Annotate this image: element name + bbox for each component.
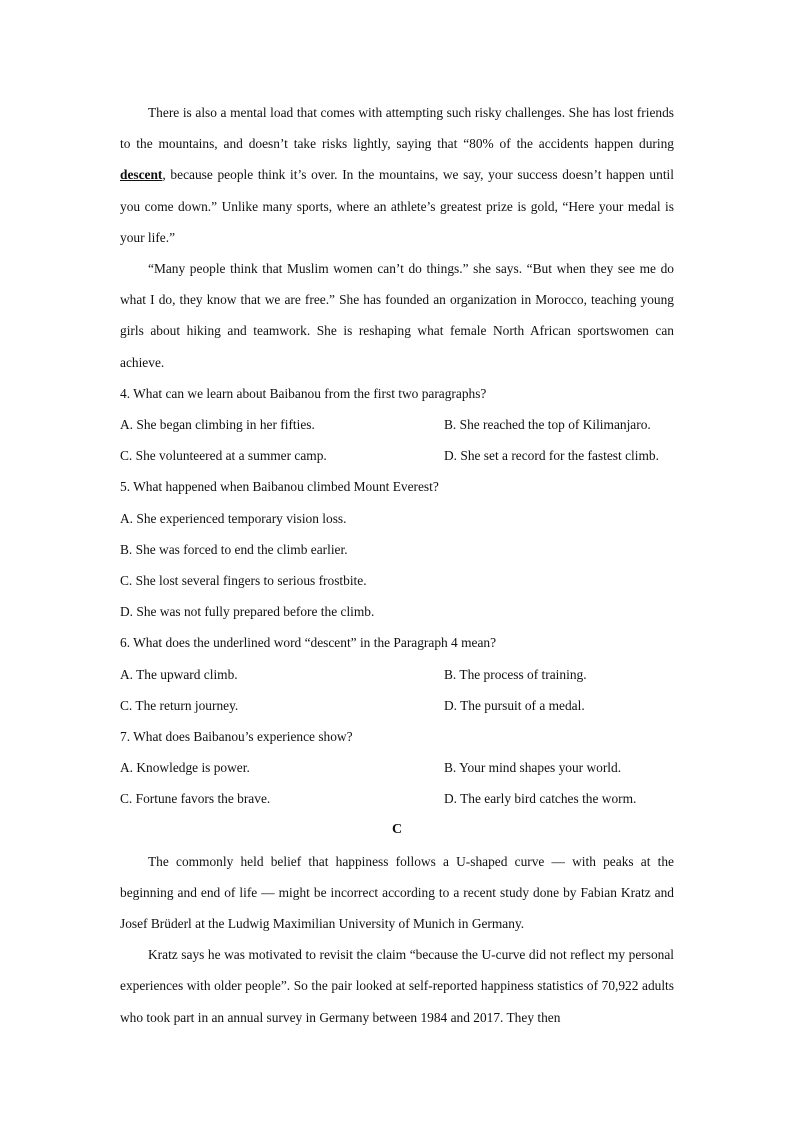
paragraph-text: There is also a mental load that comes with attempting such risky challenges. She has lost friends to the mountains, and doesn’t take risks lightly, saying that “80% of the accidents happen during	[120, 105, 674, 152]
option-b: B. She reached the top of Kilimanjaro.	[444, 417, 651, 433]
option-row	[120, 752, 674, 783]
question-stem: 6. What does the underlined word “descent” in the Paragraph 4 mean?	[120, 635, 497, 651]
option-c: C. Fortune favors the brave.	[120, 791, 271, 807]
option-row	[120, 783, 674, 814]
passage-b-paragraph-3	[120, 97, 674, 253]
option-d: D. She was not fully prepared before the climb.	[120, 604, 375, 620]
question-stem: 7. What does Baibanou’s experience show?	[120, 728, 353, 744]
option-d: D. The early bird catches the worm.	[444, 791, 637, 807]
option-a: A. She began climbing in her fifties.	[120, 417, 315, 433]
option-a: A. The upward climb.	[120, 666, 238, 682]
underlined-keyword: descent	[120, 167, 163, 183]
question-stem: 4. What can we learn about Baibanou from the first two paragraphs?	[120, 385, 487, 401]
option-row	[120, 690, 674, 721]
paragraph-text: , because people think it’s over. In the mountains, we say, your success doesn’t happen until you come down.” Unlike many sports, where an athlete’s greatest prize is gold, “Here your medal is your life.”	[120, 167, 674, 245]
option-a: A. She experienced temporary vision loss.	[120, 510, 347, 526]
option-b: B. She was forced to end the climb earlier.	[120, 541, 348, 557]
section-heading: C	[391, 822, 403, 838]
option-a: A. Knowledge is power.	[120, 760, 250, 776]
option-b: B. The process of training.	[444, 666, 587, 682]
document-page	[120, 97, 674, 1033]
passage-c-paragraph-2: Kratz says he was motivated to revisit the claim “because the U-curve did not reflect my personal experiences with older people”. So the pair looked at self-reported happiness statistics of 70,922 adults who took part in an annual survey in Germany between 1984 and 2017. They then	[120, 947, 674, 1025]
option-d: D. She set a record for the fastest climb.	[444, 448, 659, 464]
question-4	[120, 378, 674, 472]
option-d: D. The pursuit of a medal.	[444, 697, 585, 713]
question-6	[120, 627, 674, 721]
option-row	[120, 409, 674, 440]
question-5	[120, 471, 674, 627]
option-b: B. Your mind shapes your world.	[444, 760, 622, 776]
passage-c-paragraph-1: The commonly held belief that happiness follows a U-shaped curve — with peaks at the beginning and end of life — might be incorrect according to a recent study done by Fabian Kratz and Josef Brüderl at the Ludwig Maximilian University of Munich in Germany.	[120, 853, 674, 932]
option-row	[120, 659, 674, 690]
option-c: C. She lost several fingers to serious frostbite.	[120, 572, 367, 588]
passage-b-paragraph-4: “Many people think that Muslim women can’t do things.” she says. “But when they see me do what I do, they know that we are free.” She has founded an organization in Morocco, teaching young girls about hiking and teamwork. She is reshaping what female North African sportswomen can achieve.	[120, 261, 674, 370]
question-7	[120, 721, 674, 815]
option-c: C. She volunteered at a summer camp.	[120, 448, 327, 464]
option-row	[120, 440, 674, 471]
question-stem: 5. What happened when Baibanou climbed Mount Everest?	[120, 479, 439, 495]
option-c: C. The return journey.	[120, 697, 239, 713]
